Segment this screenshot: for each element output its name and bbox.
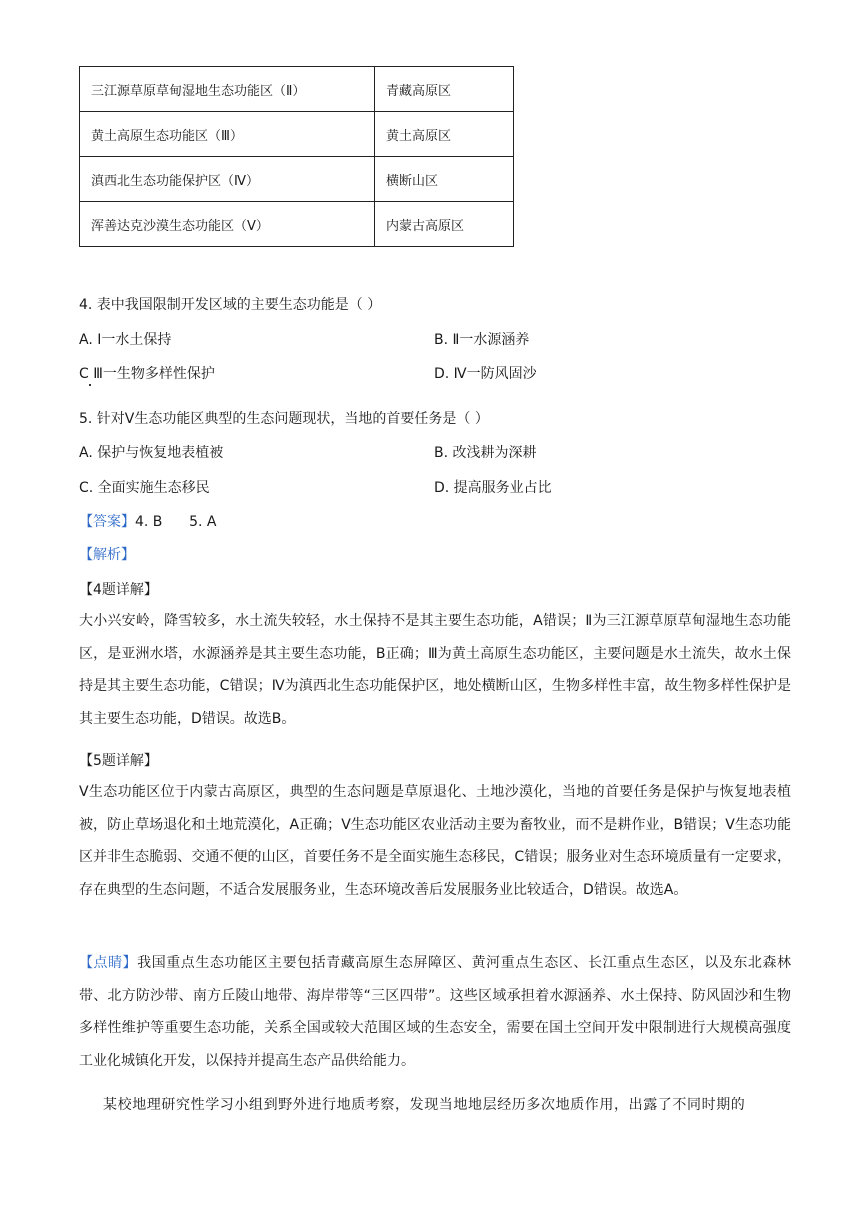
table-row xyxy=(80,112,514,157)
table-cell: 内蒙古高原区 xyxy=(375,202,514,247)
q5-option-a: A. 保护与恢复地表植被 xyxy=(79,445,224,461)
q4-option-b: B. Ⅱ一水源涵养 xyxy=(434,332,530,348)
table-cell: 黄土高原生态功能区（Ⅲ） xyxy=(80,112,375,157)
comment-paragraph xyxy=(79,947,791,1077)
detail-4-text: 大小兴安岭，降雪较多，水土流失较轻，水土保持不是其主要生态功能，A错误；Ⅱ为三江源草原草甸湿地生态功能区，是亚洲水塔，水源涵养是其主要生态功能，B正确；Ⅲ为黄土高原生态功能区，主要问题是水土流失，故水土保持是其主要生态功能，C错误；Ⅳ为滇西北生态功能保护区，地处横断山区，生物多样性丰富，故生物多样性保护是其主要生态功能，D错误。故选B。 xyxy=(79,613,791,727)
detail-5-paragraph xyxy=(79,776,791,906)
table-row xyxy=(80,157,514,202)
table-cell: 浑善达克沙漠生态功能区（Ⅴ） xyxy=(80,202,375,247)
table-cell: 三江源草原草甸湿地生态功能区（Ⅱ） xyxy=(80,67,375,112)
comment-text: 我国重点生态功能区主要包括青藏高原生态屏障区、黄河重点生态区、长江重点生态区，以及东北森林带、北方防沙带、南方丘陵山地带、海岸带等“三区四带”。这些区域承担着水源涵养、水土保持、防风固沙和生物多样性维护等重要生态功能，关系全国或较大范围区域的生态安全，需要在国土空间开发中限制进行大规模高强度工业化城镇化开发，以保持并提高生态产品供给能力。 xyxy=(79,955,792,1069)
table-row xyxy=(80,67,514,112)
q5-option-b: B. 改浅耕为深耕 xyxy=(434,445,537,461)
table-cell: 横断山区 xyxy=(375,157,514,202)
detail-5-tag: 【5题详解】 xyxy=(79,753,158,769)
q4-option-a: A. Ⅰ一水土保持 xyxy=(79,332,172,348)
question-4-stem: 4. 表中我国限制开发区域的主要生态功能是（ ） xyxy=(79,297,382,313)
next-paragraph: 某校地理研究性学习小组到野外进行地质考察，发现当地地层经历多次地质作用，出露了不同时期的 xyxy=(103,1097,746,1113)
answer-line xyxy=(79,511,217,531)
question-5-stem: 5. 针对Ⅴ生态功能区典型的生态问题现状，当地的首要任务是（ ） xyxy=(79,411,489,427)
table-cell: 滇西北生态功能保护区（Ⅳ） xyxy=(80,157,375,202)
eco-function-table xyxy=(79,66,514,247)
q5-option-c: C. 全面实施生态移民 xyxy=(79,480,210,496)
q4-option-c: C Ⅲ一生物多样性保护 xyxy=(79,366,215,382)
detail-4-tag: 【4题详解】 xyxy=(79,582,158,598)
detail-5-text: Ⅴ生态功能区位于内蒙古高原区，典型的生态问题是草原退化、土地沙漠化，当地的首要任务是保护与恢复地表植被，防止草场退化和土地荒漠化，A正确；Ⅴ生态功能区农业活动主要为畜牧业，而不是耕作业，B错误；Ⅴ生态功能区并非生态脆弱、交通不便的山区，首要任务不是全面实施生态移民，C错误；服务业对生态环境质量有一定要求，存在典型的生态问题，不适合发展服务业，生态环境改善后发展服务业比较适合，D错误。故选A。 xyxy=(79,784,791,898)
table-cell: 黄土高原区 xyxy=(375,112,514,157)
detail-4-paragraph xyxy=(79,605,791,735)
analysis-tag: 【解析】 xyxy=(79,547,135,563)
q5-option-d: D. 提高服务业占比 xyxy=(434,480,552,496)
q4-option-d: D. Ⅳ一防风固沙 xyxy=(434,366,537,382)
table-row xyxy=(80,202,514,247)
table-cell: 青藏高原区 xyxy=(375,67,514,112)
answer-tag: 【答案】 xyxy=(79,514,135,530)
comment-tag: 【点睛】 xyxy=(79,955,138,971)
stray-dot xyxy=(89,384,91,386)
answer-text: 4. B 5. A xyxy=(135,514,217,530)
